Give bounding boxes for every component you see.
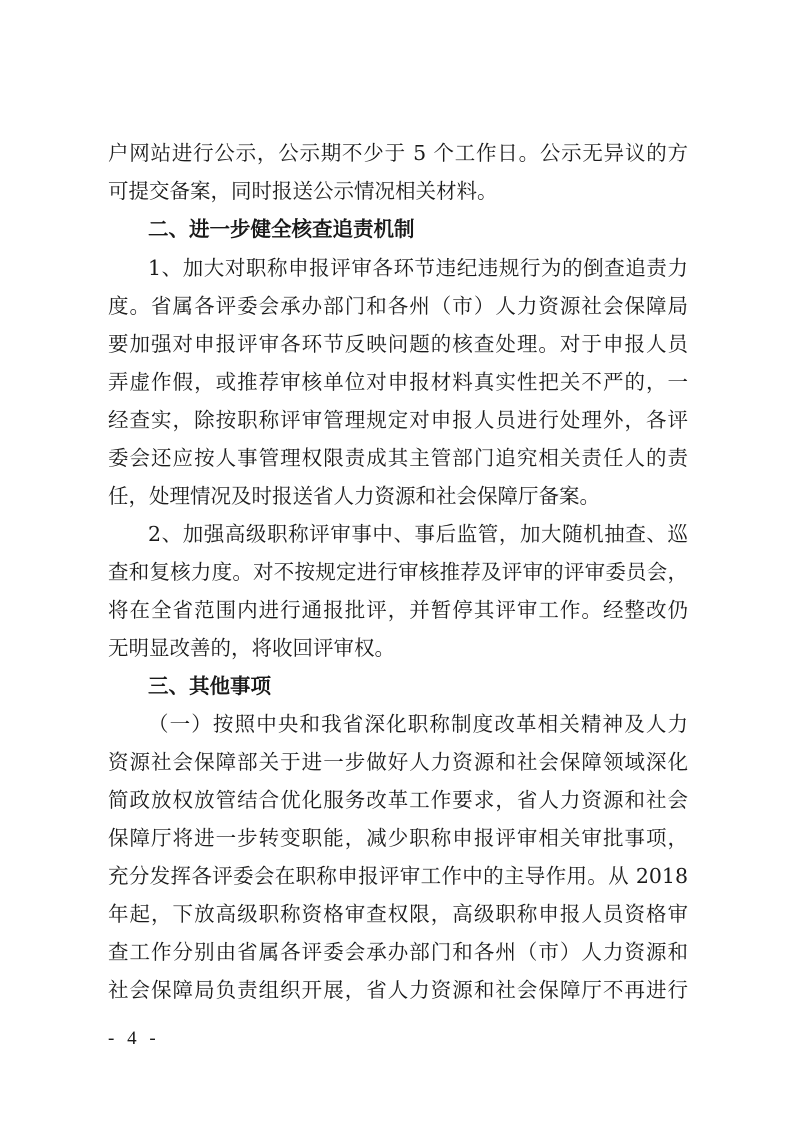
paragraph-line: 度。省属各评委会承办部门和各州（市）人力资源社会保障局 xyxy=(108,294,688,318)
paragraph-line: 将在全省范围内进行通报批评，并暂停其评审工作。经整改仍 xyxy=(108,598,688,622)
paragraph-line: 经查实，除按职称评审管理规定对申报人员进行处理外，各评 xyxy=(108,408,688,432)
paragraph-line: 查工作分别由省属各评委会承办部门和各州（市）人力资源和 xyxy=(108,940,688,964)
paragraph-line: 社会保障局负责组织开展，省人力资源和社会保障厅不再进行 xyxy=(108,978,688,1002)
paragraph-line: 2、加强高级职称评审事中、事后监管，加大随机抽查、巡 xyxy=(148,522,688,546)
section-heading: 三、其他事项 xyxy=(148,674,271,698)
paragraph-line: 委会还应按人事管理权限责成其主管部门追究相关责任人的责 xyxy=(108,446,688,470)
paragraph-line: 1、加大对职称申报评审各环节违纪违规行为的倒查追责力 xyxy=(148,256,688,280)
paragraph-line: 充分发挥各评委会在职称申报评审工作中的主导作用。从 2018 xyxy=(108,864,688,888)
paragraph-line: 任，处理情况及时报送省人力资源和社会保障厅备案。 xyxy=(108,484,600,508)
paragraph-line: 无明显改善的，将收回评审权。 xyxy=(108,636,395,660)
page-number: - 4 - xyxy=(108,1028,160,1049)
paragraph-line: 可提交备案，同时报送公示情况相关材料。 xyxy=(108,179,498,203)
paragraph-line: 简政放权放管结合优化服务改革工作要求，省人力资源和社会 xyxy=(108,788,688,812)
paragraph-line: （一）按照中央和我省深化职称制度改革相关精神及人力 xyxy=(148,712,688,736)
paragraph-line: 保障厅将进一步转变职能，减少职称申报评审相关审批事项， xyxy=(108,826,688,850)
paragraph-line: 查和复核力度。对不按规定进行审核推荐及评审的评审委员会， xyxy=(108,560,688,584)
section-heading: 二、进一步健全核查追责机制 xyxy=(148,217,415,241)
paragraph-line: 资源社会保障部关于进一步做好人力资源和社会保障领域深化 xyxy=(108,750,688,774)
paragraph-line: 弄虚作假，或推荐审核单位对申报材料真实性把关不严的，一 xyxy=(108,370,688,394)
paragraph-line: 要加强对申报评审各环节反映问题的核查处理。对于申报人员 xyxy=(108,332,688,356)
paragraph-line: 年起，下放高级职称资格审查权限，高级职称申报人员资格审 xyxy=(108,902,688,926)
paragraph-line: 户网站进行公示，公示期不少于 5 个工作日。公示无异议的方 xyxy=(108,141,688,165)
